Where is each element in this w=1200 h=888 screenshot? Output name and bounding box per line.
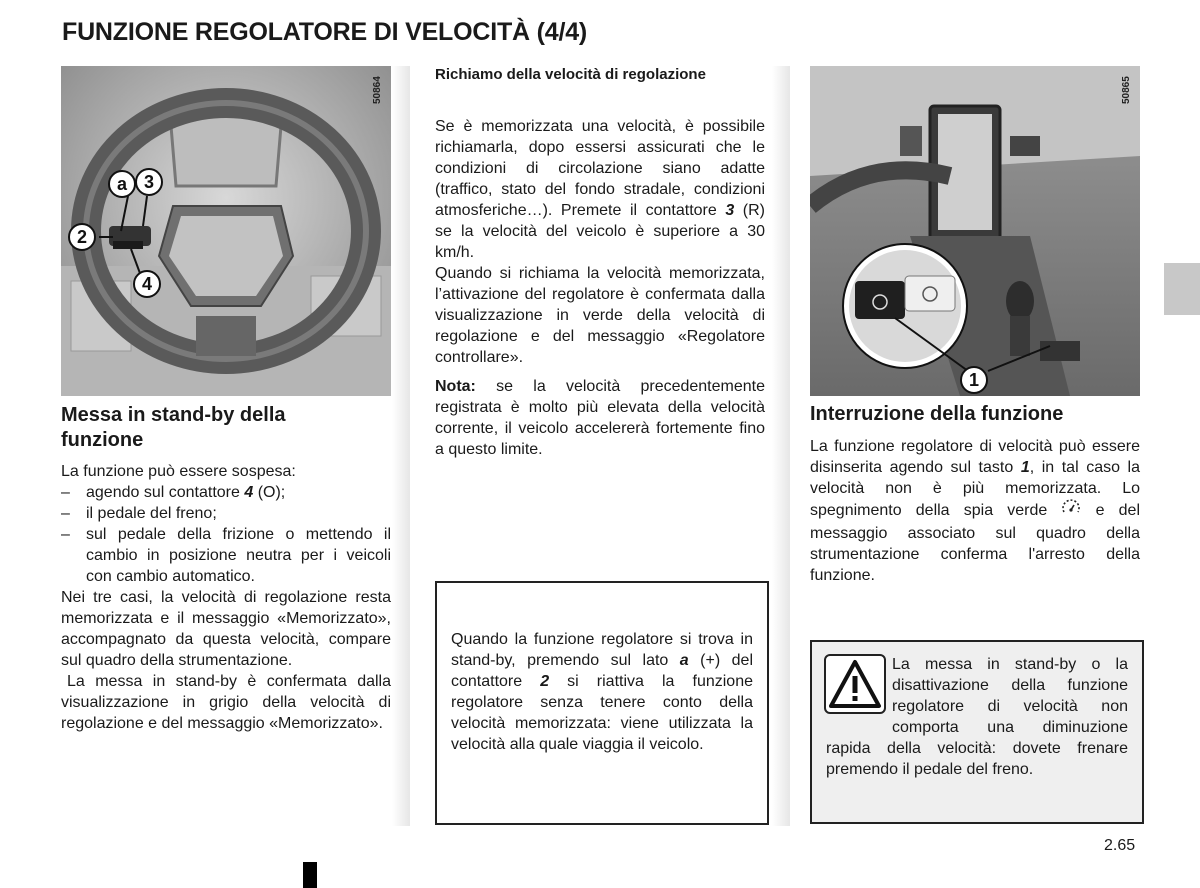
list-item: – il pedale del freno; [61, 503, 391, 524]
recall-note: Nota: se la velocità precedentemente registrata è molto più elevata della velocità corrente, il veicolo accelererà fortemente fino a questo limite. [435, 378, 765, 458]
interruption-body: La funzione regolatore di velocità può essere disinserita agendo sul tasto 1, in tal caso la velocità non è più memorizzata. Lo spegnimento della spia verde e del messaggio associato sul quadro della strumentazione conferma l'arresto della funzione. [810, 438, 1141, 584]
list-item: – sul pedale della frizione o mettendo il cambio in posizione neutra per i veicoli con cambio automatico. [61, 524, 391, 587]
recall-body [435, 116, 765, 460]
recall-paragraph-1: Se è memorizzata una velocità, è possibile richiamarla, dopo essersi assicurati che le condizioni di circolazione siano adatte (traffico, stato del fondo stradale, condizioni atmosferiche…). Premete il contattore 3 (R) se la velocità del veicolo è superiore a 30 km/h. [435, 118, 765, 261]
callout-3: 3 [135, 168, 163, 196]
standby-heading: Messa in stand-by della funzione [61, 404, 286, 451]
interruption-heading: Interruzione della funzione [810, 403, 1064, 425]
info-box [435, 581, 769, 825]
page-number: 2.65 [1104, 837, 1136, 854]
info-box-text: Quando la funzione regolatore si trova in stand-by, premendo sul lato a (+) del contattore 2 si riattiva la funzione regolatore senza tenere conto della velocità memorizzata: viene utilizzata la velocità alla quale viaggia il veicolo. [451, 631, 753, 753]
page-title: FUNZIONE REGOLATORE DI VELOCITÀ (4/4) [62, 18, 588, 46]
print-mark [303, 862, 317, 888]
column-shade-right [772, 66, 790, 826]
list-item: – agendo sul contattore 4 (O); [61, 482, 391, 503]
standby-intro: La funzione può essere sospesa: [61, 463, 296, 480]
callout-1: 1 [960, 366, 988, 394]
callout-a: a [108, 170, 136, 198]
steering-wheel-figure [61, 66, 391, 396]
callout-4: 4 [133, 270, 161, 298]
warning-text: La messa in stand-by o la disattivazione della funzione regolatore di velocità non comporta una diminuzione rapida della velocità: dovete frenare premendo il pedale del freno. [826, 656, 1128, 778]
column-shade-left [392, 66, 410, 826]
speedometer-warning-icon [1061, 499, 1081, 523]
section-tab [1164, 263, 1200, 315]
recall-heading: Richiamo della velocità di regolazione [435, 66, 706, 83]
warning-box [810, 640, 1144, 824]
console-figure [810, 66, 1140, 396]
callout-2: 2 [68, 223, 96, 251]
standby-list [61, 482, 391, 587]
standby-body [61, 461, 391, 734]
standby-paragraph-2: Nei tre casi, la velocità di regolazione resta memorizzata e il messaggio «Memorizzato», accompagnato da questa velocità, compare sul quadro della strumentazione. [61, 589, 391, 669]
recall-paragraph-2: Quando si richiama la velocità memorizzata, l’attivazione del regolatore è confermata dalla visualizzazione in verde della velocità di regolazione e del messaggio «Regolatore controllare». [435, 265, 765, 366]
standby-paragraph-3: La messa in stand-by è confermata dalla visualizzazione in grigio della velocità di regolazione e del messaggio «Memorizzato». [61, 673, 391, 732]
figure-number-right: 50865 [1121, 76, 1132, 104]
figure-number-left: 50864 [372, 76, 383, 104]
